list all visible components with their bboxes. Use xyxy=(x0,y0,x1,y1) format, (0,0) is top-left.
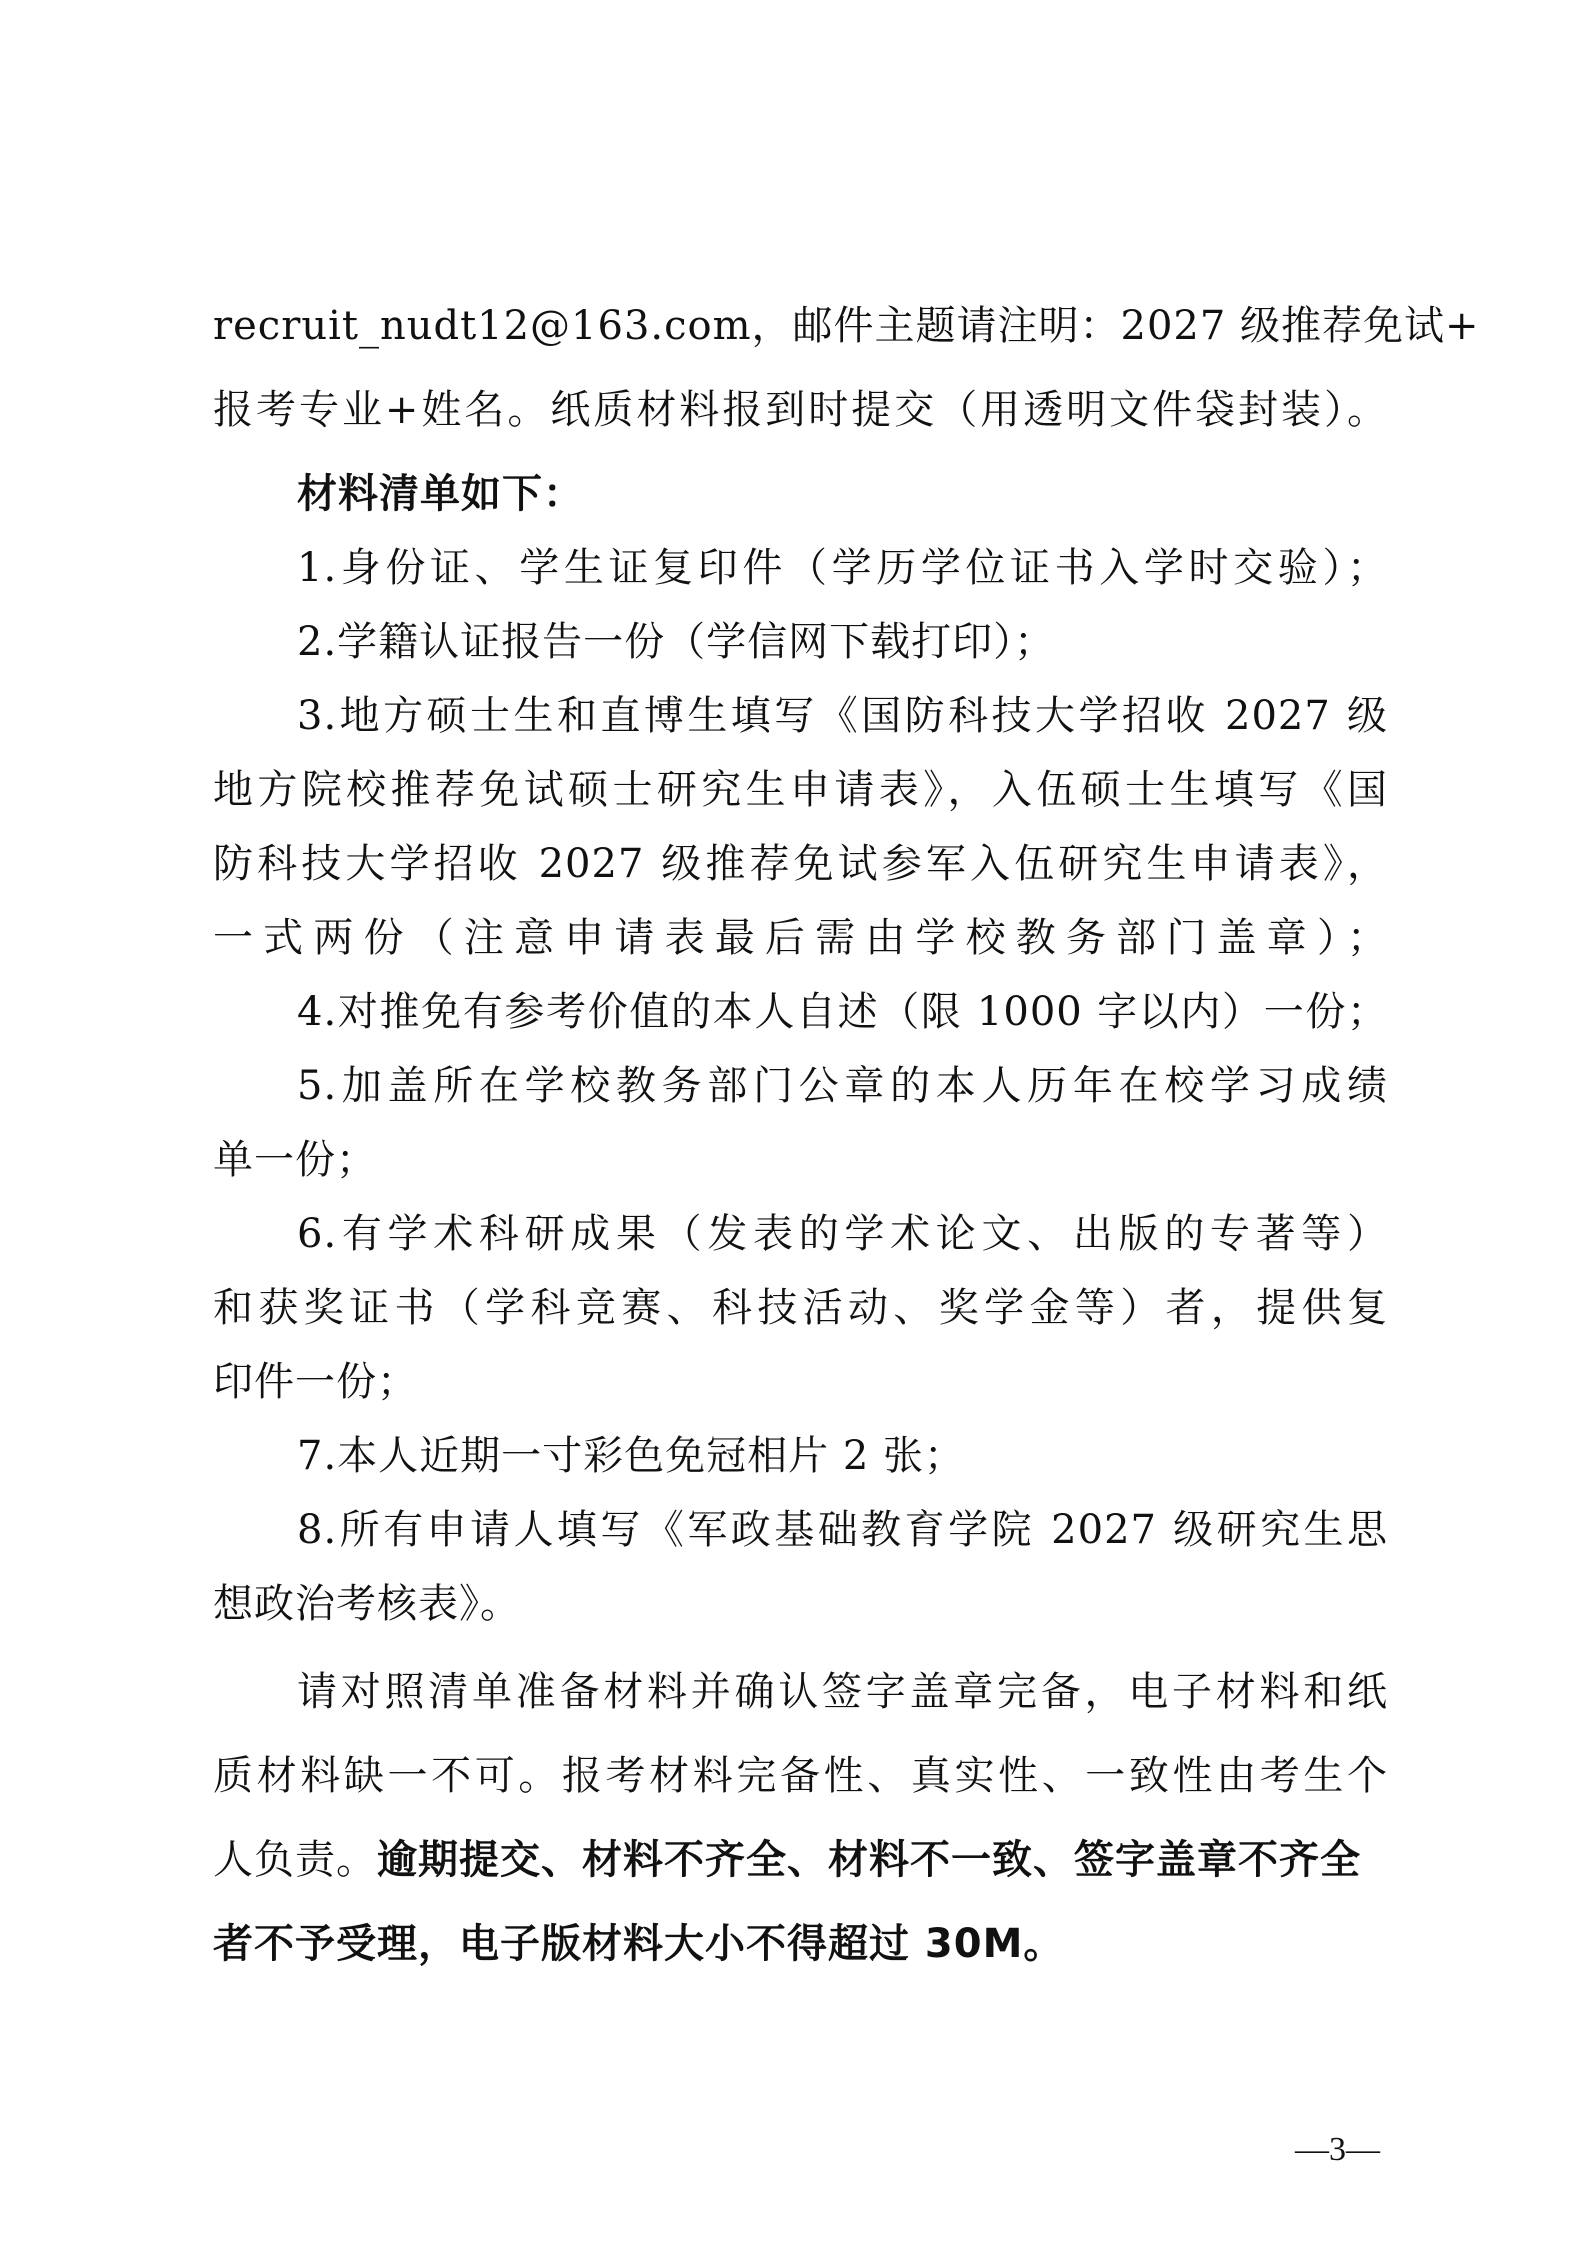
list-item-3-cont: 防科技大学招收 2027 级推荐免试参军入伍研究生申请表》， xyxy=(213,841,1388,887)
closing-text: 人负责。 xyxy=(213,1837,377,1883)
list-item-6-cont: 和获奖证书（学科竞赛、科技活动、奖学金等）者，提供复 xyxy=(213,1285,1388,1331)
list-item-6: 6.有学术科研成果（发表的学术论文、出版的专著等） xyxy=(297,1211,1388,1257)
list-item-6-cont: 印件一份； xyxy=(213,1359,418,1405)
closing-paragraph-cont: 质材料缺一不可。报考材料完备性、真实性、一致性由考生个 xyxy=(213,1753,1388,1799)
list-item-3-cont: 地方院校推荐免试硕士研究生申请表》，入伍硕士生填写《国 xyxy=(213,767,1388,813)
list-item-4: 4.对推免有参考价值的本人自述（限 1000 字以内）一份； xyxy=(297,989,1388,1035)
emphasis-text-cont: 者不予受理，电子版材料大小不得超过 30M。 xyxy=(213,1921,1065,1967)
section-heading: 材料清单如下： xyxy=(297,471,584,517)
list-item-5-cont: 单一份； xyxy=(213,1137,377,1183)
list-item-3-cont: 一式两份（注意申请表最后需由学校教务部门盖章）； xyxy=(213,915,1388,961)
paragraph-line: 报考专业+姓名。纸质材料报到时提交（用透明文件袋封装）。 xyxy=(213,387,1388,433)
email-line: recruit_nudt12@163.com，邮件主题请注明：2027 级推荐免试+ xyxy=(213,303,1480,349)
emphasis-text: 逾期提交、材料不齐全、材料不一致、签字盖章不齐全 xyxy=(377,1837,1361,1883)
list-item-5: 5.加盖所在学校教务部门公章的本人历年在校学习成绩 xyxy=(297,1063,1388,1109)
closing-paragraph-mixed xyxy=(213,1832,1388,1888)
list-item-7: 7.本人近期一寸彩色免冠相片 2 张； xyxy=(297,1433,966,1479)
closing-paragraph: 请对照清单准备材料并确认签字盖章完备，电子材料和纸 xyxy=(297,1669,1388,1715)
list-item-2: 2.学籍认证报告一份（学信网下载打印）； xyxy=(297,619,1056,665)
list-item-3: 3.地方硕士生和直博生填写《国防科技大学招收 2027 级 xyxy=(297,693,1388,739)
list-item-1: 1.身份证、学生证复印件（学历学位证书入学时交验）； xyxy=(297,545,1388,591)
list-item-8-cont: 想政治考核表》。 xyxy=(213,1581,521,1627)
page-number: —3— xyxy=(1295,2131,1380,2168)
list-item-8: 8.所有申请人填写《军政基础教育学院 2027 级研究生思 xyxy=(297,1507,1388,1553)
